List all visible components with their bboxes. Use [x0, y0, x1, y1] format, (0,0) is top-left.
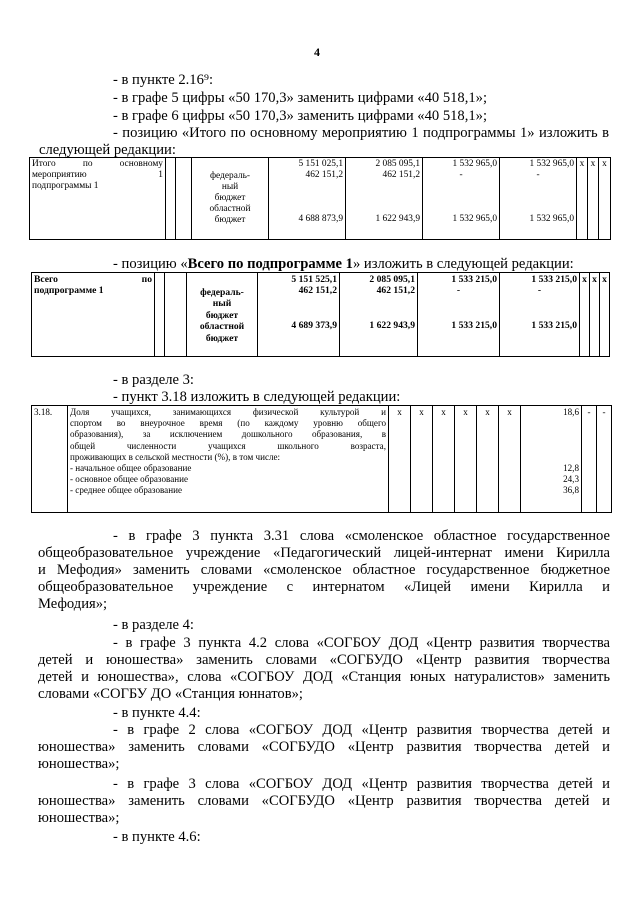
table2-regional-value: 1 533 215,0 — [531, 319, 577, 331]
table1-value-column — [346, 158, 423, 240]
table2-federal-value: 462 151,2 — [376, 285, 415, 297]
table3-description-line: Доля учащихся, занимающихся физической культурой и — [70, 407, 386, 417]
table3-sub-item: - начальное общее образование — [70, 463, 192, 474]
table3-sub-value: 12,8 — [563, 463, 579, 473]
table-item-3-18 — [31, 405, 612, 513]
table3-x-mark: x — [455, 406, 477, 513]
table1-value-column — [423, 158, 500, 240]
table2-name-cell — [32, 273, 155, 357]
table2-total-value: 1 533 215,0 — [451, 274, 497, 285]
table2-empty-cell — [165, 273, 187, 357]
table2-sources-cell — [187, 273, 258, 357]
paragraph-line: детей и юношества», слова «СОГБОУ ДОД «Станция юных натуралистов» заменить — [38, 669, 610, 685]
table2-regional-value: 1 622 943,9 — [369, 319, 415, 331]
paragraph-4-6: - в пункте 4.6: — [113, 829, 201, 845]
table1-federal-value: 462 151,2 — [382, 169, 420, 180]
table2-value-column — [340, 273, 418, 357]
table1-value-column — [500, 158, 577, 240]
paragraph-section-4: - в разделе 4: — [113, 617, 194, 633]
table1-total-value: 5 151 025,1 — [298, 159, 343, 169]
paragraph-column-2 — [38, 722, 610, 773]
paragraph-line: юношества» заменить словами «СОГБУДО «Центр развития творчества детей и — [38, 793, 610, 809]
subprogram-total-instruction — [113, 256, 574, 273]
paragraph-line: - в графе 3 пункта 3.31 слова «смоленское областное государственное — [113, 528, 610, 544]
table2-name-line: Всего по — [34, 274, 152, 285]
instruction-prefix: - позицию « — [113, 256, 188, 272]
table3-sub-value: 24,3 — [563, 474, 579, 485]
paragraph-line: и Мефодия» заменить словами «смоленское областное государственное бюджетное — [38, 562, 610, 578]
table1-empty-cell — [176, 158, 192, 240]
table1-federal-value: 462 151,2 — [305, 169, 343, 180]
paragraph-4-2 — [38, 635, 610, 703]
paragraph-line: - в графе 3 слова «СОГБОУ ДОД «Центр развития творчества детей и — [113, 776, 610, 792]
table3-sub-item: - основное общее образование — [70, 474, 188, 485]
table1-x-mark: x — [588, 158, 599, 240]
table2-total-value: 2 085 095,1 — [369, 274, 415, 285]
table3-x-mark: x — [411, 406, 433, 513]
table2-total-value: 5 151 525,1 — [291, 274, 337, 285]
table1-regional-value: 1 622 943,9 — [375, 213, 420, 224]
table2-federal-value: - — [456, 285, 461, 297]
table1-x-mark: x — [577, 158, 588, 240]
table1-federal-value: - — [459, 169, 463, 180]
page-number: 4 — [314, 45, 320, 59]
paragraph-4-4: - в пункте 4.4: — [113, 705, 201, 721]
table1-source-federal: федераль- ный бюджет — [209, 171, 251, 203]
table2-value-column — [418, 273, 500, 357]
table2-value-column — [258, 273, 340, 357]
paragraph-line: словами «СОГБУ ДО «Станция юннатов»; — [38, 686, 303, 702]
table1-empty-cell — [166, 158, 176, 240]
section3-line-2: - пункт 3.18 изложить в следующей редакции: — [113, 389, 401, 405]
intro-line-5: следующей редакции: — [39, 142, 176, 158]
section3-line-1: - в разделе 3: — [113, 372, 194, 388]
intro-line-4: - позицию «Итого по основному мероприятию 1 подпрограммы 1» изложить в — [113, 125, 609, 141]
table1-x-mark: x — [599, 158, 611, 240]
table1-regional-value: 1 532 965,0 — [529, 213, 574, 224]
table1-name-line: Итого по основному — [32, 159, 163, 169]
paragraph-line: общеобразовательное учреждение «Педагогический лицей-интернат имени Кирилла — [38, 545, 610, 561]
table2-federal-value: - — [537, 285, 542, 297]
paragraph-3-31 — [38, 528, 610, 613]
table1-sources-cell — [192, 158, 269, 240]
table3-x-mark: x — [389, 406, 411, 513]
table2-federal-value: 462 151,2 — [298, 285, 337, 297]
paragraph-line: Мефодия»; — [38, 596, 108, 612]
table2-regional-value: 4 689 373,9 — [291, 319, 337, 331]
table2-x-mark: x — [600, 273, 610, 357]
table1-regional-value: 4 688 873,9 — [298, 213, 343, 224]
table1-federal-value: - — [536, 169, 540, 180]
table2-total-value: 1 533 215,0 — [531, 274, 577, 285]
table3-description-line: общей численности учащихся школьного возраста, — [70, 440, 386, 451]
table3-sub-item: - среднее общее образование — [70, 485, 182, 496]
table3-main-value: 18,6 — [563, 407, 579, 417]
table3-x-mark: x — [433, 406, 455, 513]
table3-description-line: спортом во внеурочное время (по каждому уровню общего — [70, 418, 386, 429]
table1-total-value: 1 532 965,0 — [452, 159, 497, 169]
paragraph-line: детей и юношества» заменить словами «СОГБУДО «Центр развития творчества — [38, 652, 610, 668]
table1-source-regional: областной бюджет — [209, 203, 251, 225]
table3-description-line: образования), за исключением дошкольного образования, в — [70, 429, 386, 440]
table2-value-column — [500, 273, 580, 357]
table2-x-mark: x — [590, 273, 600, 357]
table-subprogram-total — [31, 272, 610, 357]
paragraph-line: юношества» заменить словами «СОГБУДО «Центр развития творчества детей и — [38, 739, 610, 755]
table3-description-line: проживающих в сельской местности (%), в том числе: — [70, 451, 281, 462]
table3-dash: - — [582, 406, 597, 513]
table2-empty-cell — [155, 273, 165, 357]
paragraph-line: юношества»; — [38, 756, 120, 772]
paragraph-line: - в графе 3 пункта 4.2 слова «СОГБОУ ДОД «Центр развития творчества — [113, 635, 610, 651]
table2-name-line: подпрограмме 1 — [34, 285, 104, 297]
table-main-activity-total — [29, 157, 611, 240]
intro-line-1: - в пункте 2.16⁹: — [113, 72, 214, 88]
table1-name-cell — [30, 158, 166, 240]
intro-line-2: - в графе 5 цифры «50 170,3» заменить цифрами «40 518,1»; — [113, 90, 488, 106]
table3-x-mark: x — [477, 406, 499, 513]
intro-line-3: - в графе 6 цифры «50 170,3» заменить цифрами «40 518,1»; — [113, 108, 488, 124]
table3-values-cell — [521, 406, 582, 513]
table1-total-value: 1 532 965,0 — [529, 159, 574, 169]
table3-sub-value: 36,8 — [563, 485, 579, 496]
table3-dash: - — [597, 406, 612, 513]
table3-number: 3.18. — [32, 406, 68, 513]
table2-regional-value: 1 533 215,0 — [451, 319, 497, 331]
table1-name-line: мероприятию 1 — [32, 169, 163, 180]
table3-x-mark: x — [499, 406, 521, 513]
table2-x-mark: x — [580, 273, 590, 357]
table2-source-federal: федераль- ный бюджет — [200, 287, 244, 321]
paragraph-line: юношества»; — [38, 810, 120, 826]
table3-description-cell — [68, 406, 389, 513]
paragraph-column-3 — [38, 776, 610, 827]
table2-source-regional: областной бюджет — [199, 321, 245, 344]
instruction-suffix: » изложить в следующей редакции: — [352, 256, 574, 272]
instruction-bold: Всего по подпрограмме 1 — [187, 256, 353, 272]
paragraph-line: - в графе 2 слова «СОГБОУ ДОД «Центр развития творчества детей и — [113, 722, 610, 738]
table1-total-value: 2 085 095,1 — [375, 159, 420, 169]
table1-name-line: подпрограммы 1 — [32, 180, 99, 191]
paragraph-line: общеобразовательное учреждение с интернатом «Лицей имени Кирилла и — [38, 579, 610, 595]
table1-regional-value: 1 532 965,0 — [452, 213, 497, 224]
table1-value-column — [269, 158, 346, 240]
